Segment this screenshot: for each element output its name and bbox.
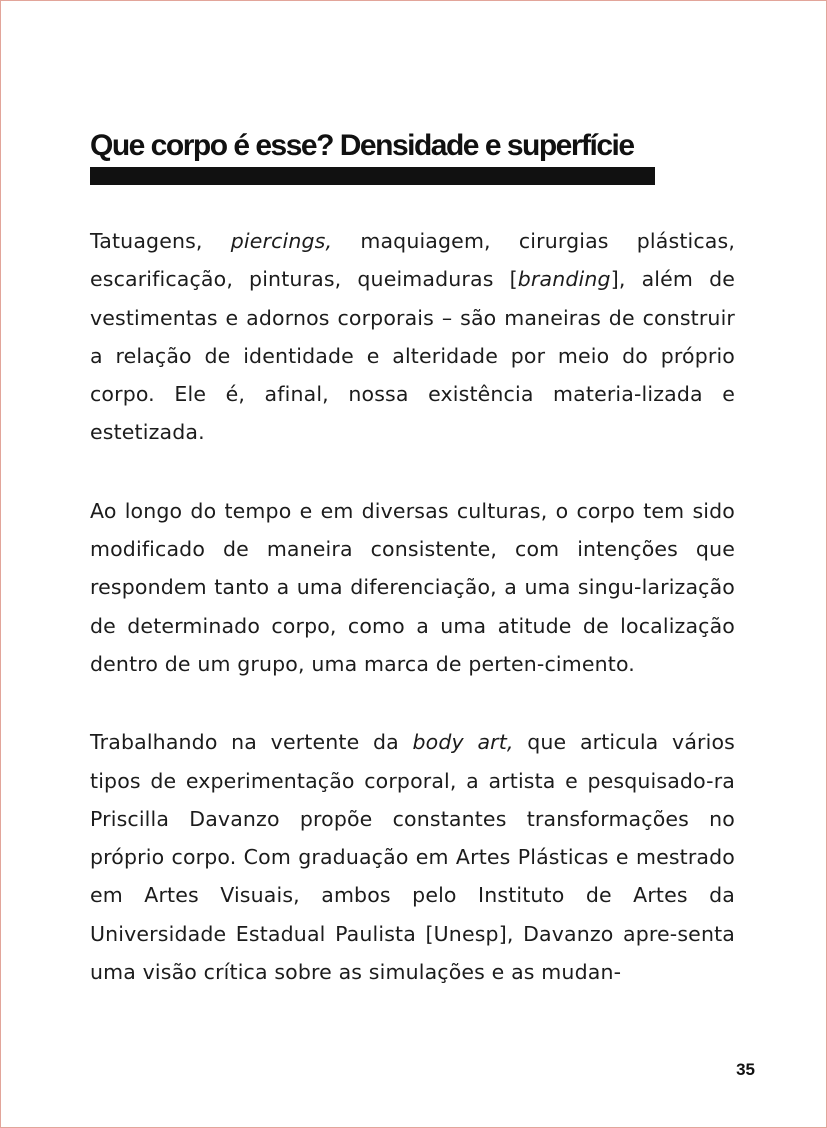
body-text: [90, 222, 735, 1031]
section-heading: Que corpo é esse? Densidade e superfície: [90, 129, 634, 162]
heading-underline-bar: [90, 167, 655, 185]
paragraph-2: Ao longo do tempo e em diversas culturas, o corpo tem sido modificado de maneira consistente, com intenções que respondem tanto a uma diferenciação, a uma singu-larização de determinado corpo, como a uma atitude de localização dentro de um grupo, uma marca de perten-cimento.: [90, 498, 735, 676]
page-number: 35: [736, 1060, 755, 1079]
paragraph-1: Tatuagens, piercings, maquiagem, cirurgias plásticas, escarificação, pinturas, queimaduras [branding], além de vestimentas e adornos corporais – são maneiras de construir a relação de identidade e alteridade por meio do próprio corpo. Ele é, afinal, nossa existência materia-lizada e estetizada.: [90, 229, 735, 445]
italic-term: branding: [517, 267, 611, 292]
italic-term: body art,: [412, 730, 514, 755]
italic-term: piercings,: [230, 229, 333, 253]
paragraph-3: Trabalhando na vertente da body art, que articula vários tipos de experimentação corporal, a artista e pesquisado-ra Priscilla Davanzo propõe constantes transformações no próprio corpo. Com graduação em Artes Plásticas e mestrado em Artes Visuais, ambos pelo Instituto de Artes da Universidade Estadual Paulista [Unesp], Davanzo apre-senta uma visão crítica sobre as simulações e as mudan-: [90, 730, 735, 985]
